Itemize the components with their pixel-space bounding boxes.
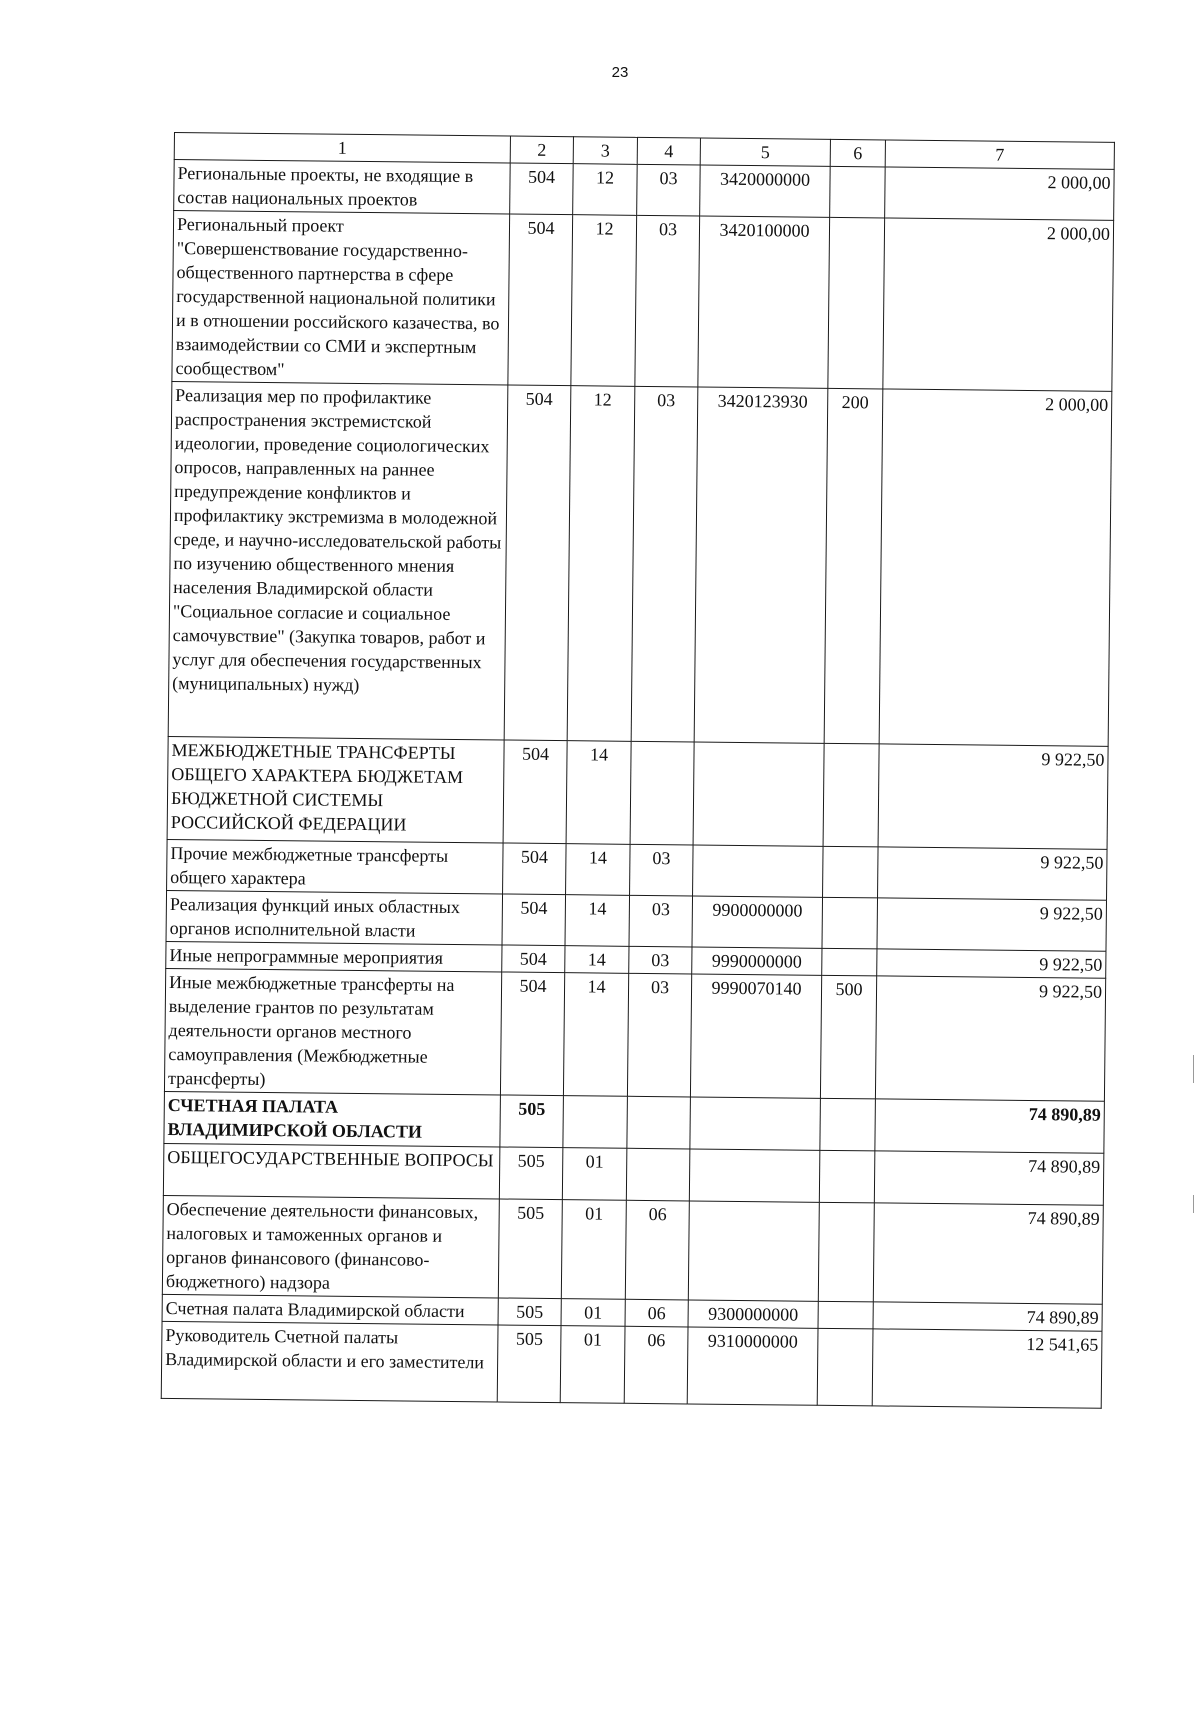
cell-col6 [819,1150,875,1203]
cell-col2: 505 [498,1298,561,1326]
cell-col7: 9 922,50 [877,949,1106,978]
row-name: СЧЕТНАЯ ПАЛАТА ВЛАДИМИРСКОЙ ОБЛАСТИ [164,1091,501,1147]
cell-col7: 2 000,00 [879,389,1112,746]
budget-table [161,132,1115,1409]
column-header: 3 [573,137,637,165]
cell-col7: 9 922,50 [877,898,1107,951]
table-row [168,381,1112,746]
cell-col6 [820,1098,876,1151]
cell-col3: 14 [565,946,629,974]
cell-col4: 03 [629,946,692,974]
cell-col6 [830,166,886,218]
cell-col5 [690,1097,821,1150]
cell-col5: 9310000000 [687,1327,818,1405]
cell-col2: 504 [503,740,567,844]
cell-col5: 3420123930 [694,387,828,743]
cell-col7: 2 000,00 [883,218,1114,391]
cell-col7: 9 922,50 [875,976,1105,1101]
cell-col4: 06 [624,1326,688,1404]
cell-col3: 01 [560,1326,625,1404]
row-name: Счетная палата Владимирской области [162,1294,498,1325]
row-name: МЕЖБЮДЖЕТНЫЕ ТРАНСФЕРТЫ ОБЩЕГО ХАРАКТЕРА БЮДЖЕТАМ БЮДЖЕТНОЙ СИСТЕМЫ РОССИЙСКОЙ ФЕДЕРАЦИИ [167,736,504,843]
row-name: Региональные проекты, не входящие в состав национальных проектов [174,160,511,215]
cell-col2: 505 [497,1325,561,1403]
cell-col2: 505 [498,1199,562,1299]
cell-col2: 504 [502,894,566,946]
table-row [167,736,1108,849]
cell-col4: 03 [635,215,700,387]
cell-col3: 12 [571,215,637,387]
table-row [162,1195,1103,1304]
table-row [161,1321,1102,1408]
cell-col7: 74 890,89 [875,1099,1105,1153]
scan-margin-mark [1193,1195,1194,1213]
column-header: 5 [700,138,830,166]
cell-col4: 03 [630,844,694,896]
table-row [172,211,1114,392]
row-name: Иные непрограммные мероприятия [166,941,502,972]
cell-col6 [818,1202,874,1302]
cell-col7: 74 890,89 [873,1302,1102,1331]
row-name: Региональный проект "Совершенствование государственно-общественного партнерства в сфере государственной национальной политики и в отношении российского казачества, во взаимодействии со СМИ и экспертным сообществом" [172,211,510,386]
cell-col3: 14 [566,844,631,896]
cell-col3 [563,1096,628,1149]
cell-col3: 01 [562,1148,627,1201]
column-header: 6 [830,139,885,167]
cell-col5: 9990000000 [692,947,822,975]
cell-col5: 9990070140 [690,974,821,1098]
cell-col2: 504 [500,972,564,1096]
column-header: 1 [174,133,510,164]
cell-col4 [626,1148,690,1201]
row-name: ОБЩЕГОСУДАРСТВЕННЫЕ ВОПРОСЫ [163,1143,500,1199]
cell-col3: 14 [563,973,628,1097]
cell-col2: 504 [504,385,571,741]
cell-col3: 14 [565,895,630,947]
row-name: Руководитель Счетной палаты Владимирской области и его заместители [161,1321,498,1402]
column-header: 2 [510,136,573,164]
cell-col7: 74 890,89 [873,1203,1103,1304]
cell-col3: 14 [566,741,631,845]
cell-col6 [818,1301,873,1329]
cell-col4 [627,1096,691,1149]
cell-col5: 3420100000 [698,216,830,388]
cell-col5 [689,1149,820,1202]
cell-col3: 12 [573,164,638,216]
cell-col2: 504 [502,945,565,973]
row-name: Обеспечение деятельности финансовых, налоговых и таможенных органов и органов финансового (финансово-бюджетного) надзора [162,1195,499,1298]
cell-col5 [688,1201,819,1301]
cell-col2: 505 [499,1147,563,1200]
row-name: Реализация мер по профилактике распространения экстремистской идеологии, проведение социологических опросов, направленных на раннее предупреждение конфликтов и профилактику экстремизма в молодежной среде, и научно-исследовательской работы по изучению общественного мнения населения Владимирской области "Социальное согласие и социальное самочувствие" (Закупка товаров, работ и услуг для обеспечения государственных (муниципальных) нужд) [168,381,508,739]
cell-col7: 2 000,00 [885,167,1115,220]
cell-col6 [822,897,878,949]
column-header: 4 [637,137,700,165]
cell-col2: 504 [508,214,573,386]
cell-col6: 500 [820,975,876,1099]
cell-col5: 3420000000 [700,165,831,217]
table-row [164,968,1105,1101]
cell-col4: 03 [637,164,701,216]
cell-col2: 504 [510,163,574,215]
column-header: 7 [885,140,1114,169]
cell-col7: 74 890,89 [874,1151,1104,1205]
cell-col6 [822,948,877,976]
cell-col4: 03 [631,386,698,742]
cell-col4: 03 [627,973,691,1097]
cell-col7: 12 541,65 [872,1329,1102,1408]
cell-col6 [823,846,879,898]
row-name: Иные межбюджетные трансферты на выделение грантов по результатам деятельности органов местного самоуправления (Межбюджетные трансферты) [164,968,501,1095]
cell-col6 [823,743,879,847]
cell-col4: 06 [625,1299,688,1327]
cell-col6: 200 [824,388,883,744]
cell-col5 [693,742,824,846]
cell-col5: 9900000000 [692,896,823,948]
cell-col4 [630,741,694,845]
cell-col2: 504 [503,843,567,895]
cell-col7: 9 922,50 [878,744,1108,849]
cell-col3: 12 [567,386,635,742]
cell-col4: 06 [625,1200,689,1300]
cell-col2: 505 [500,1095,564,1148]
page-number: 23 [611,64,629,81]
cell-col6 [828,217,885,389]
cell-col5 [693,845,824,897]
row-name: Реализация функций иных областных органов исполнительной власти [166,890,503,945]
cell-col3: 01 [561,1299,625,1327]
scan-margin-mark [1193,1055,1194,1083]
cell-col4: 03 [629,895,693,947]
cell-col5: 9300000000 [688,1300,818,1328]
cell-col7: 9 922,50 [878,847,1108,900]
cell-col3: 01 [561,1200,626,1300]
row-name: Прочие межбюджетные трансферты общего характера [167,839,504,894]
cell-col6 [817,1328,873,1406]
